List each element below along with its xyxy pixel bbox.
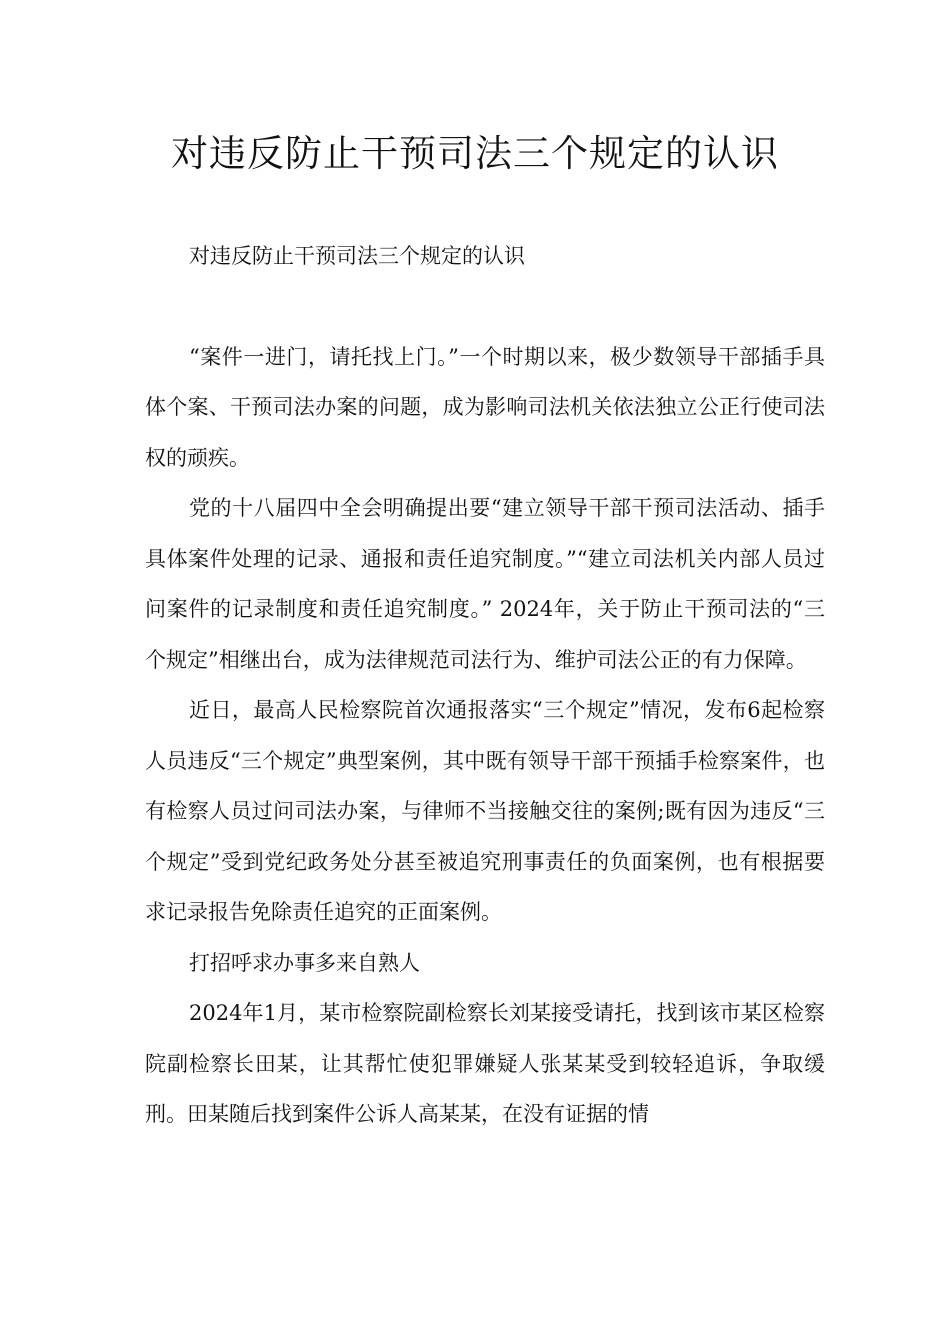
body-paragraph: 2024年1月，某市检察院副检察长刘某接受请托，找到该市某区检察院副检察长田某，让其帮忙使犯罪嫌疑人张某某受到较轻追诉，争取缓刑。田某随后找到案件公诉人高某某，在没有证据的情 xyxy=(145,1001,825,1126)
body-paragraph: “案件一进门，请托找上门。”一个时期以来，极少数领导干部插手具体个案、干预司法办案的问题，成为影响司法机关依法独立公正行使司法权的顽疾。 xyxy=(145,344,825,470)
subtitle-paragraph: 对违反防止干预司法三个规定的认识 xyxy=(189,244,525,268)
document-title: 对违反防止干预司法三个规定的认识 xyxy=(171,132,779,175)
body-paragraph: 近日，最高人民检察院首次通报落实“三个规定”情况，发布6起检察人员违反“三个规定”典型案例，其中既有领导干部干预插手检察案件，也有检察人员过问司法办案，与律师不当接触交往的案例;既有因为违反“三个规定”受到党纪政务处分甚至被追究刑事责任的负面案例，也有根据要求记录报告免除责任追究的正面案例。 xyxy=(145,698,825,924)
section-heading: 打招呼求办事多来自熟人 xyxy=(189,950,420,975)
document-body xyxy=(145,231,825,1140)
body-paragraph: 党的十八届四中全会明确提出要“建立领导干部干预司法活动、插手具体案件处理的记录、通报和责任追究制度。”“建立司法机关内部人员过问案件的记录制度和责任追究制度。” 2024年，关于防止干预司法的“三个规定”相继出台，成为法律规范司法行为、维护司法公正的有力保障。 xyxy=(145,496,825,672)
